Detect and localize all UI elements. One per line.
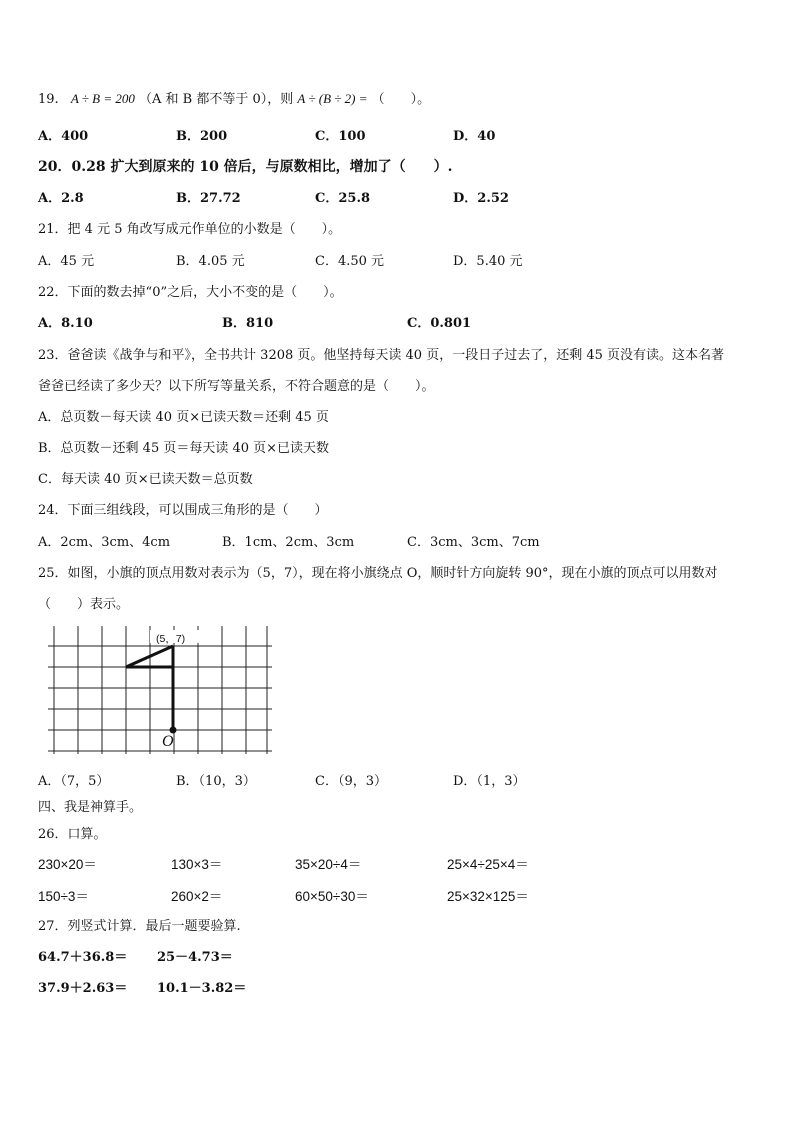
q26-item-5: 150÷3＝: [38, 889, 89, 904]
q21-option-b[interactable]: B．4.05 元: [176, 254, 245, 269]
point-o-label: O: [162, 733, 174, 750]
q19-option-c[interactable]: C．100: [315, 129, 366, 144]
q20-option-c[interactable]: C．25.8: [315, 191, 371, 206]
q27-item-1: 64.7＋36.8＝: [38, 950, 128, 965]
q22-option-a[interactable]: A．8.10: [38, 316, 93, 331]
q21-option-d[interactable]: D．5.40 元: [453, 254, 523, 269]
q19-blank: （ ）。: [371, 92, 431, 107]
q25-option-b[interactable]: B．（10，3）: [176, 774, 256, 789]
q24-option-c[interactable]: C．3cm、3cm、7cm: [407, 535, 540, 550]
q26-title: 26．口算。: [38, 827, 107, 842]
q27-item-2: 25－4.73＝: [157, 950, 233, 965]
q21-stem: 21．把 4 元 5 角改写成元作单位的小数是（ ）。: [38, 222, 342, 237]
q20-option-a[interactable]: A．2.8: [38, 191, 84, 206]
q26-item-7: 60×50÷30＝: [295, 889, 369, 904]
q23-stem-line-1: 23．爸爸读《战争与和平》，全书共计 3208 页。他坚持每天读 40 页，一段日子过去了，还剩 45 页没有读。这本名著: [38, 348, 725, 363]
q20-stem: 20．0.28 扩大到原来的 10 倍后，与原数相比，增加了（ ）.: [38, 159, 453, 175]
q21-option-a[interactable]: A．45 元: [38, 254, 95, 269]
q23-stem-line-2: 爸爸已经读了多少天？以下所写等量关系，不符合题意的是（ ）。: [38, 379, 435, 394]
q25-option-d[interactable]: D．（1，3）: [453, 774, 526, 789]
q26-item-4: 25×4÷25×4＝: [447, 857, 529, 872]
q26-item-2: 130×3＝: [171, 857, 223, 872]
q27-item-3: 37.9＋2.63＝: [38, 981, 128, 996]
q26-item-1: 230×20＝: [38, 857, 97, 872]
q21-option-c[interactable]: C．4.50 元: [315, 254, 385, 269]
q26-item-8: 25×32×125＝: [447, 889, 529, 904]
q24-option-b[interactable]: B．1cm、2cm、3cm: [222, 535, 355, 550]
q25-stem-line-2: （ ）表示。: [38, 597, 130, 612]
q20-option-b[interactable]: B．27.72: [176, 191, 241, 206]
q22-option-c[interactable]: C．0.801: [407, 316, 472, 331]
q27-title: 27．列竖式计算．最后一题要验算.: [38, 919, 241, 934]
section-4-title: 四、我是神算手。: [38, 800, 143, 815]
q19-stem: [38, 88, 430, 107]
q23-option-a[interactable]: A．总页数－每天读 40 页×已读天数＝还剩 45 页: [38, 410, 329, 425]
q26-item-6: 260×2＝: [171, 889, 223, 904]
q19-condition: （A 和 B 都不等于 0），则: [139, 92, 294, 107]
q23-option-c[interactable]: C．每天读 40 页×已读天数＝总页数: [38, 472, 253, 487]
q25-option-c[interactable]: C．（9，3）: [315, 774, 387, 789]
q22-option-b[interactable]: B．810: [222, 316, 274, 331]
q25-stem-line-1: 25．如图，小旗的顶点用数对表示为（5，7），现在将小旗绕点 O，顺时针方向旋转 90°，现在小旗的顶点可以用数对: [38, 566, 718, 581]
q23-option-b[interactable]: B．总页数－还剩 45 页＝每天读 40 页×已读天数: [38, 441, 330, 456]
q20-option-d[interactable]: D．2.52: [453, 191, 509, 206]
q19-expression-2: A ÷ (B ÷ 2) =: [297, 91, 368, 106]
q25-option-a[interactable]: A．（7，5）: [38, 774, 110, 789]
q27-item-4: 10.1－3.82＝: [157, 981, 247, 996]
q19-option-b[interactable]: B．200: [176, 129, 228, 144]
q19-option-d[interactable]: D．40: [453, 129, 496, 144]
q19-option-a[interactable]: A．400: [38, 129, 89, 144]
q22-stem: 22．下面的数去掉“0”之后，大小不变的是（ ）。: [38, 285, 343, 300]
q26-item-3: 35×20÷4＝: [295, 857, 362, 872]
q24-stem: 24．下面三组线段，可以围成三角形的是（ ）: [38, 503, 328, 518]
q19-expression-1: A ÷ B = 200: [70, 91, 135, 106]
q24-option-a[interactable]: A．2cm、3cm、4cm: [38, 535, 171, 550]
flag-vertex-label: (5，7): [156, 633, 186, 645]
q19-number: 19.: [38, 92, 59, 107]
